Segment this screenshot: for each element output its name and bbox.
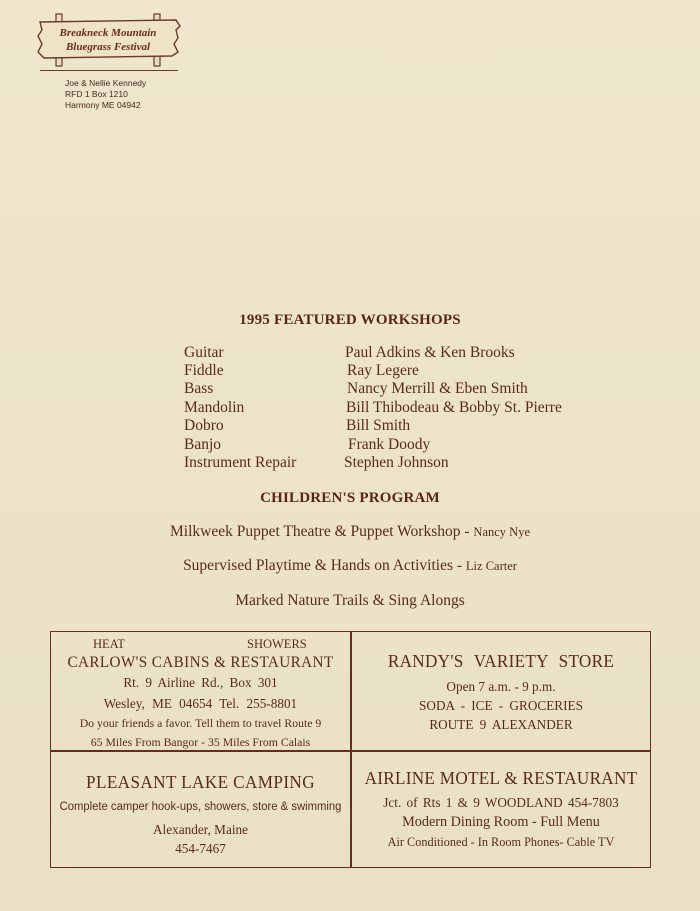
activity-text: Marked Nature Trails & Sing Alongs — [235, 592, 465, 609]
ad-pleasant-lake — [51, 752, 350, 867]
festival-logo — [36, 12, 182, 68]
workshop-instrument: Bass — [184, 380, 214, 397]
activity-separator: - — [460, 523, 474, 540]
workshop-instrument: Banjo — [184, 436, 222, 453]
workshops-heading: 1995 FEATURED WORKSHOPS — [239, 312, 461, 328]
ad-carlows-distance: 65 Miles From Bangor - 35 Miles From Calais — [90, 735, 311, 749]
ad-airline-dining: Modern Dining Room - Full Menu — [402, 814, 600, 830]
ad-randys — [351, 632, 651, 750]
return-address — [65, 78, 146, 111]
logo-text-line1: Breakneck Mountain — [59, 27, 157, 39]
workshop-instrument: Mandolin — [184, 399, 245, 416]
ad-carlows-heat: HEAT — [93, 637, 125, 651]
workshop-row — [0, 362, 700, 380]
ad-airline-location: Jct. of Rts 1 & 9 WOODLAND 454-7803 — [383, 795, 619, 810]
ad-pleasant-name: PLEASANT LAKE CAMPING — [86, 772, 315, 792]
children-heading: CHILDREN'S PROGRAM — [260, 490, 440, 506]
workshop-instructor: Ray Legere — [347, 362, 419, 379]
logo-text-line2: Bluegrass Festival — [65, 41, 151, 53]
ad-airline-motel — [351, 752, 651, 867]
address-line: RFD 1 Box 1210 — [65, 89, 128, 99]
workshop-instrument: Dobro — [184, 417, 224, 434]
ad-airline-amenities: Air Conditioned - In Room Phones- Cable TV — [387, 835, 615, 849]
ad-carlows-name: CARLOW'S CABINS & RESTAURANT — [67, 654, 334, 671]
logo-underline — [40, 70, 178, 71]
children-activity — [0, 523, 700, 541]
activity-leader: Liz Carter — [465, 559, 517, 573]
workshop-instructor: Stephen Johnson — [344, 454, 449, 471]
address-line: Harmony ME 04942 — [65, 100, 141, 110]
activity-leader: Nancy Nye — [473, 525, 530, 539]
ad-carlows-slogan: Do your friends a favor. Tell them to travel Route 9 — [79, 716, 322, 730]
ad-carlows-showers: SHOWERS — [247, 637, 307, 651]
workshop-row — [0, 344, 700, 362]
address-line: Joe & Nellie Kennedy — [65, 78, 147, 88]
activity-text: Milkweek Puppet Theatre & Puppet Workshop — [170, 523, 461, 540]
ad-pleasant-city: Alexander, Maine — [153, 822, 248, 837]
ad-randys-hours: Open 7 a.m. - 9 p.m. — [446, 679, 556, 694]
ad-randys-name: RANDY'S VARIETY STORE — [387, 651, 615, 671]
children-activity — [0, 592, 700, 610]
activity-text: Supervised Playtime & Hands on Activities — [183, 557, 453, 574]
ad-randys-location: ROUTE 9 ALEXANDER — [429, 717, 573, 732]
workshop-row — [0, 436, 700, 454]
ad-airline-name: AIRLINE MOTEL & RESTAURANT — [364, 768, 638, 788]
workshop-instrument: Instrument Repair — [184, 454, 297, 471]
ad-pleasant-phone: 454-7467 — [175, 841, 226, 856]
workshop-instrument: Guitar — [184, 344, 224, 361]
workshop-instructor: Bill Smith — [346, 417, 411, 434]
workshop-instrument: Fiddle — [184, 362, 224, 379]
workshop-instructor: Paul Adkins & Ken Brooks — [345, 344, 515, 361]
workshop-row — [0, 399, 700, 417]
ad-carlows-address: Rt. 9 Airline Rd., Box 301 — [123, 675, 278, 690]
workshop-row — [0, 417, 700, 435]
ad-pleasant-features: Complete camper hook-ups, showers, store & swimming — [59, 801, 342, 813]
workshop-row — [0, 380, 700, 398]
advertisements-grid — [50, 631, 651, 868]
ad-carlows — [51, 632, 350, 750]
workshop-row — [0, 454, 700, 472]
workshop-instructor: Nancy Merrill & Eben Smith — [347, 380, 528, 397]
ad-randys-goods: SODA - ICE - GROCERIES — [419, 698, 583, 713]
workshop-instructor: Bill Thibodeau & Bobby St. Pierre — [346, 399, 562, 416]
ad-carlows-city: Wesley, ME 04654 Tel. 255-8801 — [103, 696, 298, 711]
activity-separator: - — [453, 557, 466, 574]
children-activity — [0, 557, 700, 575]
workshop-instructor: Frank Doody — [348, 436, 431, 453]
